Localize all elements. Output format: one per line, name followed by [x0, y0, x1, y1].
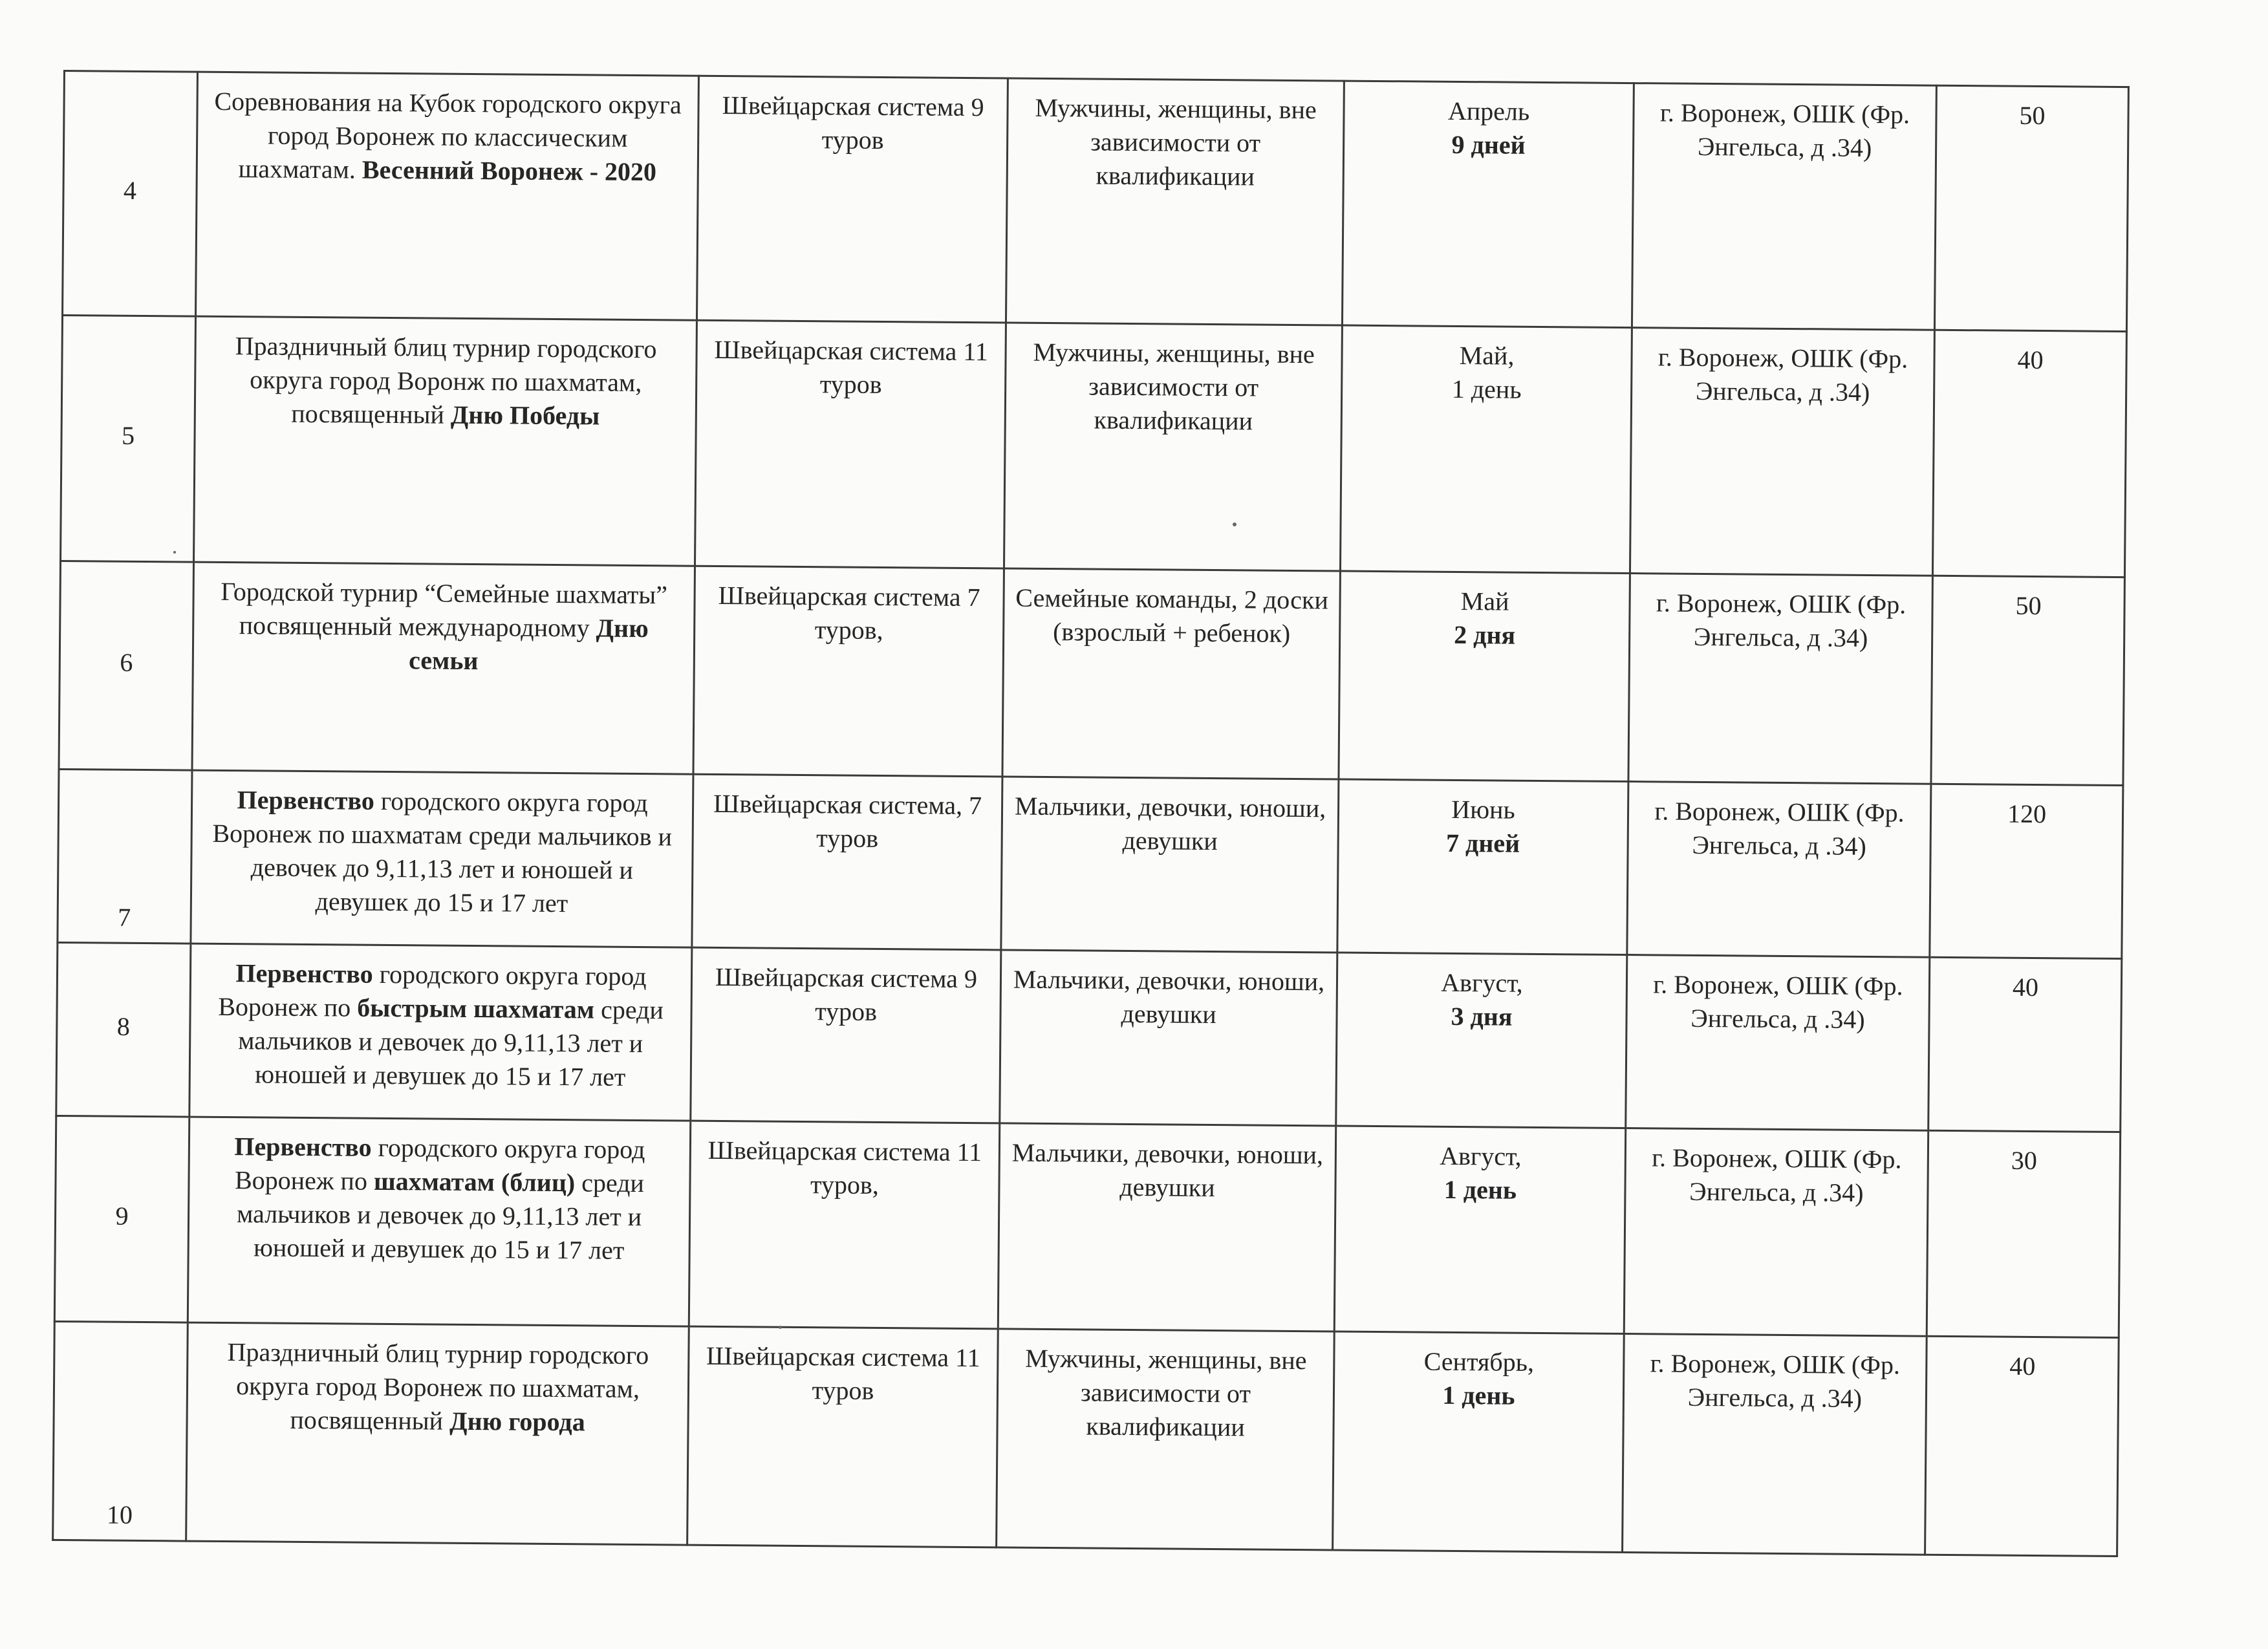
event-duration: 1 день: [1442, 1380, 1515, 1410]
event-venue: г. Воронеж, ОШК (Фр. Энгельса, д .34): [1627, 782, 1931, 958]
event-title-part: Праздничный блиц турнир городского округа город Воронеж по шахматам, посвященный: [227, 1337, 649, 1436]
event-title: [191, 770, 693, 947]
event-duration: 1 день: [1451, 374, 1522, 404]
participants: Мальчики, девочки, юноши, девушки: [1000, 950, 1337, 1126]
participants: Семейные команды, 2 доски (взрослый + ребенок): [1002, 568, 1341, 779]
participants: Мужчины, женщины, вне зависимости от квалификации: [1006, 78, 1344, 325]
event-title-part: городского округа город Воронеж по шахматам среди мальчиков и девочек до 9,11,13 лет и юношей и девушек до 15 и 17 лет: [212, 786, 673, 918]
event-dates: [1339, 571, 1630, 782]
event-duration: 7 дней: [1445, 828, 1520, 858]
participants: Мальчики, девочки, юноши, девушки: [998, 1123, 1335, 1331]
event-duration: 1 день: [1443, 1174, 1517, 1205]
event-dates: [1334, 1126, 1625, 1334]
event-title-bold-part: Первенство: [235, 958, 373, 989]
event-dates: [1342, 81, 1634, 328]
participant-count: 120: [1930, 784, 2123, 958]
tournament-system: Швейцарская система, 7 туров: [692, 774, 1002, 950]
events-schedule-table: [52, 70, 2130, 1557]
scan-speck: [173, 551, 176, 554]
event-title-part: городского округа город Воронеж по: [218, 959, 647, 1022]
event-venue: г. Воронеж, ОШК (Фр. Энгельса, д .34): [1623, 1334, 1927, 1555]
event-month: Сентябрь,: [1423, 1346, 1535, 1377]
event-title: [194, 316, 697, 566]
event-title-bold-part: шахматам (блиц): [373, 1166, 576, 1198]
event-title: [189, 943, 692, 1121]
row-number: 5: [61, 316, 196, 563]
row-number: 10: [53, 1321, 188, 1541]
event-title-part: Городской турнир “Семейные шахматы” посвященный международному: [221, 576, 668, 643]
event-dates: [1337, 779, 1628, 955]
event-title-part: Соревнования на Кубок городского округа город Воронеж по классическим шахматам.: [214, 86, 682, 184]
table-row: [63, 71, 2129, 332]
event-duration: 3 дня: [1451, 1001, 1513, 1031]
event-duration: 9 дней: [1451, 129, 1526, 160]
table-row: [53, 1321, 2119, 1556]
participant-count: 40: [1928, 957, 2122, 1132]
table-body: [53, 71, 2129, 1557]
table-row: [54, 1116, 2120, 1337]
event-dates: [1333, 1331, 1625, 1553]
event-venue: г. Воронеж, ОШК (Фр. Энгельса, д .34): [1630, 328, 1934, 576]
event-title-bold-part: Дню города: [449, 1406, 585, 1437]
row-number: 4: [63, 71, 198, 317]
tournament-system: Швейцарская система 7 туров,: [693, 566, 1004, 777]
event-title-part: Праздничный блиц турнир городского округа город Воронж по шахматам, посвященный: [235, 331, 657, 429]
event-duration: 2 дня: [1454, 620, 1516, 650]
event-month: Май,: [1459, 340, 1515, 371]
row-number: 6: [59, 561, 194, 770]
event-title-bold-part: Первенство: [237, 785, 375, 815]
event-venue: г. Воронеж, ОШК (Фр. Энгельса, д .34): [1632, 83, 1936, 330]
event-dates: [1340, 325, 1632, 574]
table-row: [61, 316, 2127, 577]
row-number: 9: [54, 1116, 189, 1322]
event-title: [188, 1117, 690, 1326]
event-title-bold-part: быстрым шахматам: [357, 993, 595, 1024]
event-month: Август,: [1439, 1141, 1522, 1171]
event-venue: г. Воронеж, ОШК (Фр. Энгельса, д .34): [1628, 574, 1933, 784]
participant-count: 50: [1934, 85, 2128, 331]
event-month: Апрель: [1447, 96, 1530, 126]
tournament-system: Швейцарская система 11 туров,: [689, 1121, 999, 1329]
event-title-bold-part: Дню Победы: [450, 400, 600, 431]
event-title-bold-part: Весенний Воронеж - 2020: [362, 155, 657, 187]
event-month: Июнь: [1451, 794, 1515, 824]
tournament-system: Швейцарская система 9 туров: [697, 76, 1008, 323]
scan-speck: [779, 1326, 782, 1329]
event-venue: г. Воронеж, ОШК (Фр. Энгельса, д .34): [1626, 955, 1930, 1131]
event-title-part: среди мальчиков и девочек до 9,11,13 лет и юношей и девушек до 15 и 17 лет: [236, 1168, 645, 1265]
event-title: [192, 562, 695, 774]
event-month: Май: [1460, 586, 1509, 616]
event-title-bold-part: Первенство: [234, 1132, 372, 1162]
participants: Мальчики, девочки, юноши, девушки: [1001, 777, 1339, 953]
participant-count: 30: [1927, 1130, 2120, 1337]
participant-count: 50: [1931, 576, 2125, 785]
tournament-system: Швейцарская система 9 туров: [691, 947, 1001, 1123]
event-dates: [1336, 953, 1627, 1128]
event-month: Август,: [1441, 967, 1523, 998]
table-row: [56, 942, 2122, 1132]
participants: Мужчины, женщины, вне зависимости от квалификации: [997, 1329, 1335, 1550]
event-venue: г. Воронеж, ОШК (Фр. Энгельса, д .34): [1624, 1128, 1928, 1337]
table-row: [59, 561, 2124, 785]
participant-count: 40: [1932, 330, 2126, 577]
table-row: [58, 769, 2123, 958]
participant-count: 40: [1925, 1336, 2119, 1556]
tournament-system: Швейцарская система 11 туров: [687, 1326, 999, 1547]
event-title-part: городского округа город Воронеж по: [234, 1132, 645, 1196]
row-number: 8: [56, 942, 191, 1117]
row-number: 7: [58, 769, 192, 943]
event-title: [186, 1322, 689, 1545]
event-title-bold-part: Дню семьи: [408, 613, 649, 676]
participants: Мужчины, женщины, вне зависимости от квалификации: [1004, 323, 1342, 571]
event-title-part: среди мальчиков и девочек до 9,11,13 лет и юношей и девушек до 15 и 17 лет: [238, 995, 664, 1092]
tournament-system: Швейцарская система 11 туров: [695, 320, 1006, 568]
event-title: [196, 72, 699, 320]
scan-speck: [1233, 523, 1237, 526]
